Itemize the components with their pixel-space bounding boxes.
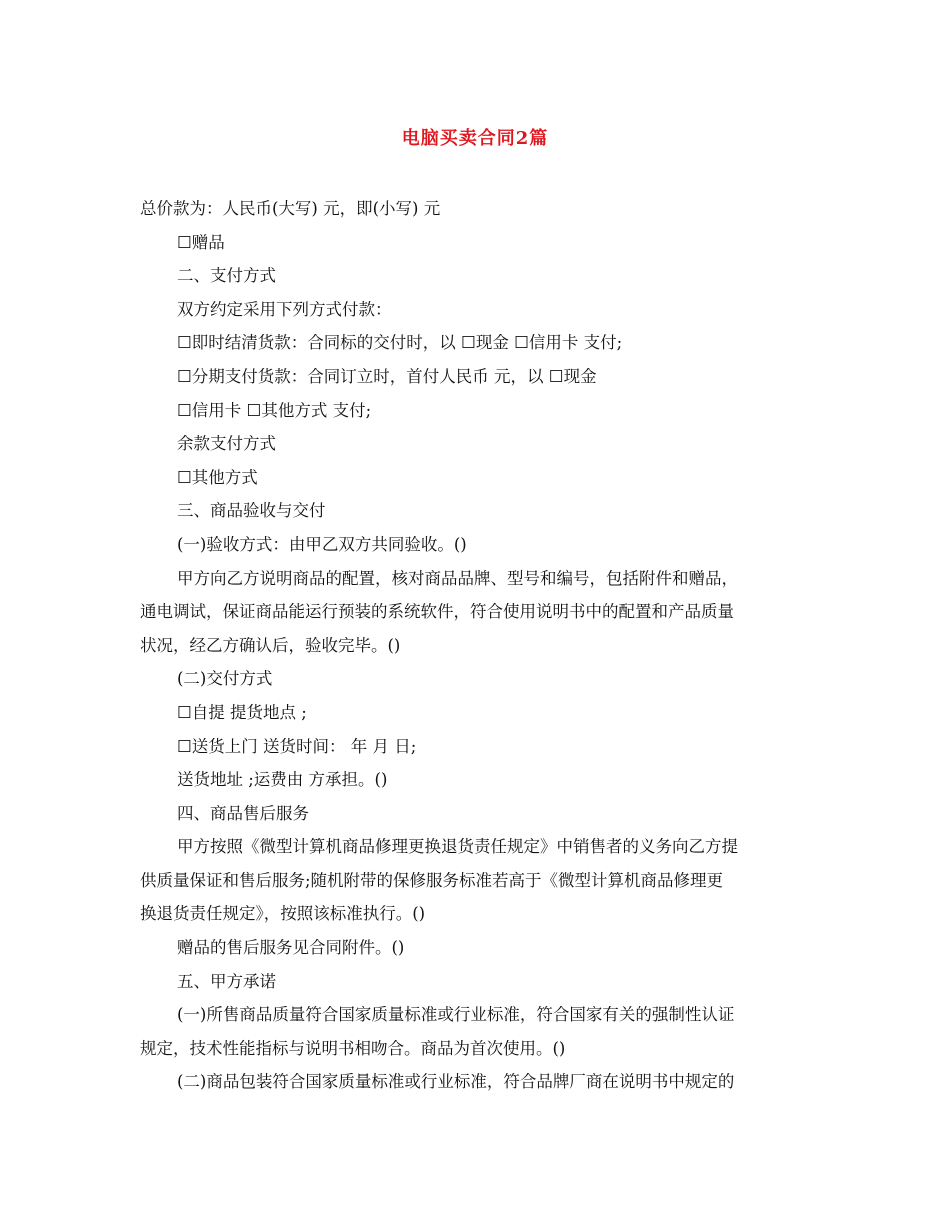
- text-line: ☐分期支付货款：合同订立时，首付人民币 元，以 ☐现金: [177, 366, 597, 386]
- text-line: 换退货责任规定》，按照该标准执行。(): [140, 904, 426, 924]
- section-heading: 二、支付方式: [177, 266, 276, 286]
- text-line: 规定，技术性能指标与说明书相吻合。商品为首次使用。(): [140, 1038, 566, 1058]
- text-line: ☐即时结清货款：合同标的交付时，以 ☐现金 ☐信用卡 支付;: [177, 333, 623, 353]
- section-heading: 三、商品验收与交付: [177, 501, 326, 521]
- text-line: 通电调试，保证商品能运行预装的系统软件，符合使用说明书中的配置和产品质量: [140, 602, 734, 622]
- section-heading: 五、甲方承诺: [177, 971, 276, 991]
- document-body: [140, 192, 815, 1099]
- text-line: 总价款为：人民币(大写) 元，即(小写) 元: [140, 199, 441, 218]
- text-line: 供质量保证和售后服务;随机附带的保修服务标准若高于《微型计算机商品修理更: [140, 870, 724, 890]
- text-line: ☐赠品: [177, 232, 225, 252]
- text-line: 状况，经乙方确认后，验收完毕。(): [140, 635, 401, 655]
- text-line: ☐信用卡 ☐其他方式 支付;: [177, 400, 372, 420]
- text-line: ☐自提 提货地点 ;: [177, 702, 307, 722]
- text-line: 双方约定采用下列方式付款：: [177, 299, 392, 319]
- text-line: (二)交付方式: [177, 669, 273, 689]
- text-line: 余款支付方式: [177, 434, 276, 454]
- text-line: 甲方按照《微型计算机商品修理更换退货责任规定》中销售者的义务向乙方提: [177, 837, 738, 857]
- document-title: 电脑买卖合同2篇: [401, 128, 549, 149]
- text-line: 送货地址 ;运费由 方承担。(): [177, 770, 388, 790]
- text-line: 甲方向乙方说明商品的配置，核对商品品牌、型号和编号，包括附件和赠品，: [177, 568, 738, 588]
- text-line: 赠品的售后服务见合同附件。(): [177, 938, 405, 958]
- text-line: (二)商品包装符合国家质量标准或行业标准，符合品牌厂商在说明书中规定的: [177, 1072, 735, 1092]
- text-line: (一)验收方式：由甲乙双方共同验收。(): [177, 534, 467, 554]
- text-line: ☐其他方式: [177, 467, 258, 487]
- text-line: ☐送货上门 送货时间： 年 月 日;: [177, 736, 417, 756]
- section-heading: 四、商品售后服务: [177, 803, 309, 823]
- text-line: (一)所售商品质量符合国家质量标准或行业标准，符合国家有关的强制性认证: [177, 1005, 735, 1025]
